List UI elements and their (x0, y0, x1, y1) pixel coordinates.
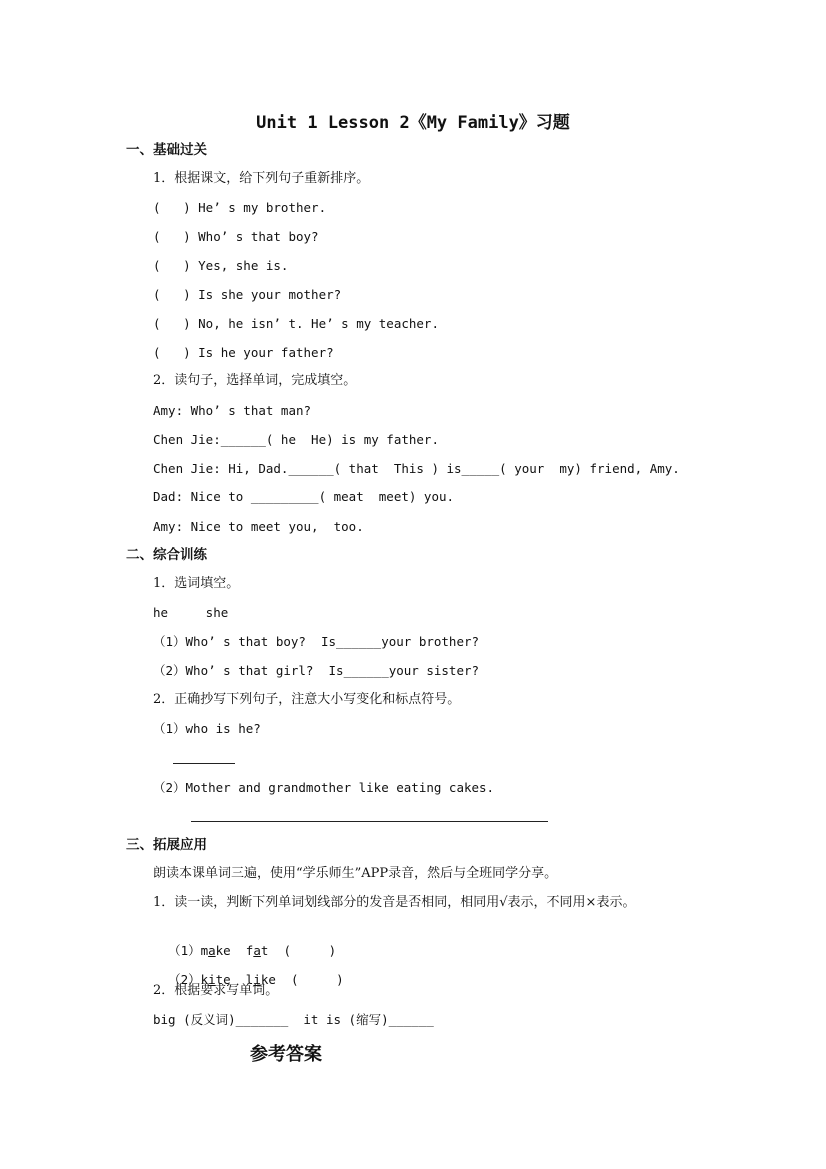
phonics-word-like: like (245, 972, 276, 987)
phonics-item-2-prefix: （2） (168, 972, 201, 987)
question-3-1: 1．读一读，判断下列单词划线部分的发音是否相同，相同用√表示，不同用×表示。 (153, 895, 636, 910)
question-1-2: 2．读句子，选择单词，完成填空。 (153, 373, 357, 388)
phonics-word-make: make (200, 943, 231, 958)
answer-line-2 (191, 821, 548, 822)
page-title: Unit 1 Lesson 2《My Family》习题 (256, 113, 570, 133)
order-item-5: ( ) No, he isn’ t. He’ s my teacher. (153, 316, 439, 331)
fill-item-1: （1）Who’ s that boy? Is______your brother? (153, 634, 480, 649)
question-1-1: 1．根据课文，给下列句子重新排序。 (153, 171, 370, 186)
word-form-item: big (反义词)_______ it is (缩写)______ (153, 1012, 434, 1027)
dialog-line-3: Chen Jie: Hi, Dad.______( that This ) is_____( your my) friend, Amy. (153, 461, 680, 476)
section-3-heading: 三、拓展应用 (126, 837, 207, 853)
word-choices: he she (153, 605, 229, 620)
answer-key-heading: 参考答案 (250, 1044, 322, 1065)
order-item-4: ( ) Is she your mother? (153, 287, 342, 302)
phonics-word-fat: fat (245, 943, 269, 958)
dialog-line-1: Amy: Who’ s that man? (153, 403, 312, 418)
fill-item-2: （2）Who’ s that girl? Is______your sister? (153, 663, 480, 678)
question-3-2: 2．根据要求写单词。 (153, 983, 279, 998)
phonics-answer-2: ( ) (290, 972, 344, 987)
order-item-2: ( ) Who’ s that boy? (153, 229, 319, 244)
order-item-6: ( ) Is he your father? (153, 345, 334, 360)
dialog-line-2: Chen Jie:______( he He) is my father. (153, 432, 439, 447)
section-3-intro: 朗读本课单词三遍，使用“学乐师生”APP录音，然后与全班同学分享。 (153, 866, 558, 881)
answer-line-1 (173, 763, 235, 764)
order-item-1: ( ) He’ s my brother. (153, 200, 327, 215)
order-item-3: ( ) Yes, she is. (153, 258, 289, 273)
section-1-heading: 一、基础过关 (126, 142, 207, 158)
dialog-line-5: Amy: Nice to meet you, too. (153, 519, 364, 534)
section-2-heading: 二、综合训练 (126, 547, 207, 563)
phonics-answer-1: ( ) (283, 943, 337, 958)
question-2-1: 1．选词填空。 (153, 576, 240, 591)
phonics-item-1-prefix: （1） (168, 943, 201, 958)
question-2-2: 2．正确抄写下列句子，注意大小写变化和标点符号。 (153, 692, 461, 707)
copy-item-2: （2）Mother and grandmother like eating cakes. (153, 780, 495, 795)
dialog-line-4: Dad: Nice to _________( meat meet) you. (153, 489, 455, 504)
copy-item-1: （1）who is he? (153, 721, 261, 736)
phonics-word-kite: kite (200, 972, 231, 987)
